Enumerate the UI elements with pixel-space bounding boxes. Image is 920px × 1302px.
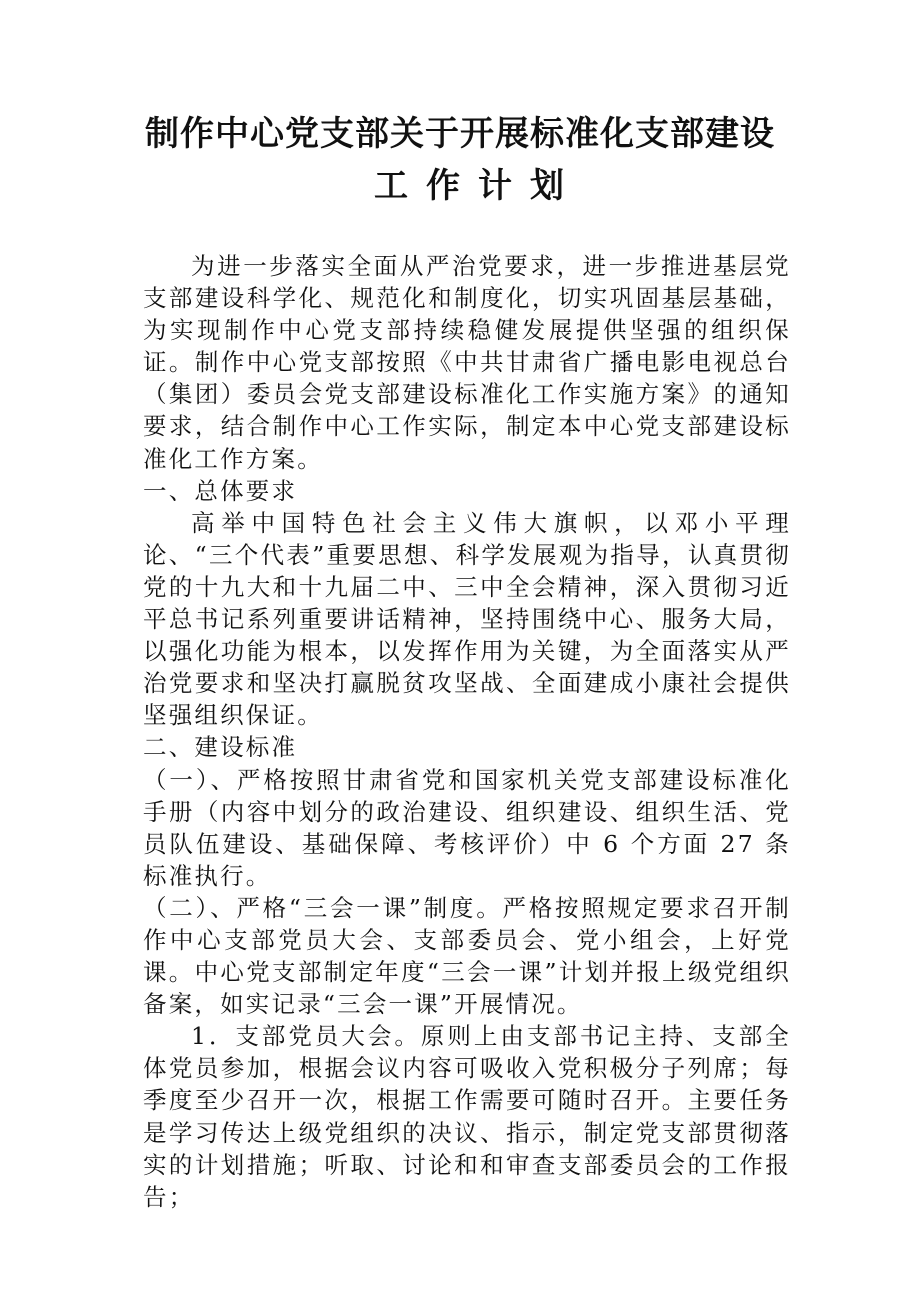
general-requirements-paragraph: 高举中国特色社会主义伟大旗帜，以邓小平理论、“三个代表”重要思想、科学发展观为指导，认真贯彻党的十九大和十九届二中、三中全会精神，深入贯彻习近平总书记系列重要讲话精神，坚持围绕中心、服务大局，以强化功能为根本，以发挥作用为关键，为全面落实从严治党要求和坚决打赢脱贫攻坚战、全面建成小康社会提供坚强组织保证。 [143, 508, 791, 730]
standards-item-1: （一）、严格按照甘肃省党和国家机关党支部建设标准化手册（内容中划分的政治建设、组织建设、组织生活、党员队伍建设、基础保障、考核评价）中 6 个方面 27 条标准执行。 [143, 765, 791, 890]
standards-item-2-sub-1: 1．支部党员大会。原则上由支部书记主持、支部全体党员参加，根据会议内容可吸收入党积极分子列席；每季度至少召开一次，根据工作需要可随时召开。主要任务是学习传达上级党组织的决议、指示，制定党支部贯彻落实的计划措施；听取、讨论和和审查支部委员会的工作报告； [143, 1022, 791, 1211]
intro-paragraph: 为进一步落实全面从严治党要求，进一步推进基层党支部建设科学化、规范化和制度化，切实巩固基层基础，为实现制作中心党支部持续稳健发展提供坚强的组织保证。制作中心党支部按照《中共甘肃省广播电影电视总台（集团）委员会党支部建设标准化工作实施方案》的通知要求，结合制作中心工作实际，制定本中心党支部建设标准化工作方案。 [143, 252, 791, 473]
section-heading-construction-standards: 二、建设标准 [143, 733, 298, 762]
document-title-line2: 工作计划 [374, 166, 582, 206]
standards-item-2: （二）、严格“三会一课”制度。严格按照规定要求召开制作中心支部党员大会、支部委员会、党小组会，上好党课。中心党支部制定年度“三会一课”计划并报上级党组织备案，如实记录“三会一课”开展情况。 [143, 893, 791, 1019]
document-body [143, 250, 791, 1213]
section-heading-general-requirements: 一、总体要求 [143, 476, 298, 505]
document-title-line1: 制作中心党支部关于开展标准化支部建设 [145, 114, 775, 154]
